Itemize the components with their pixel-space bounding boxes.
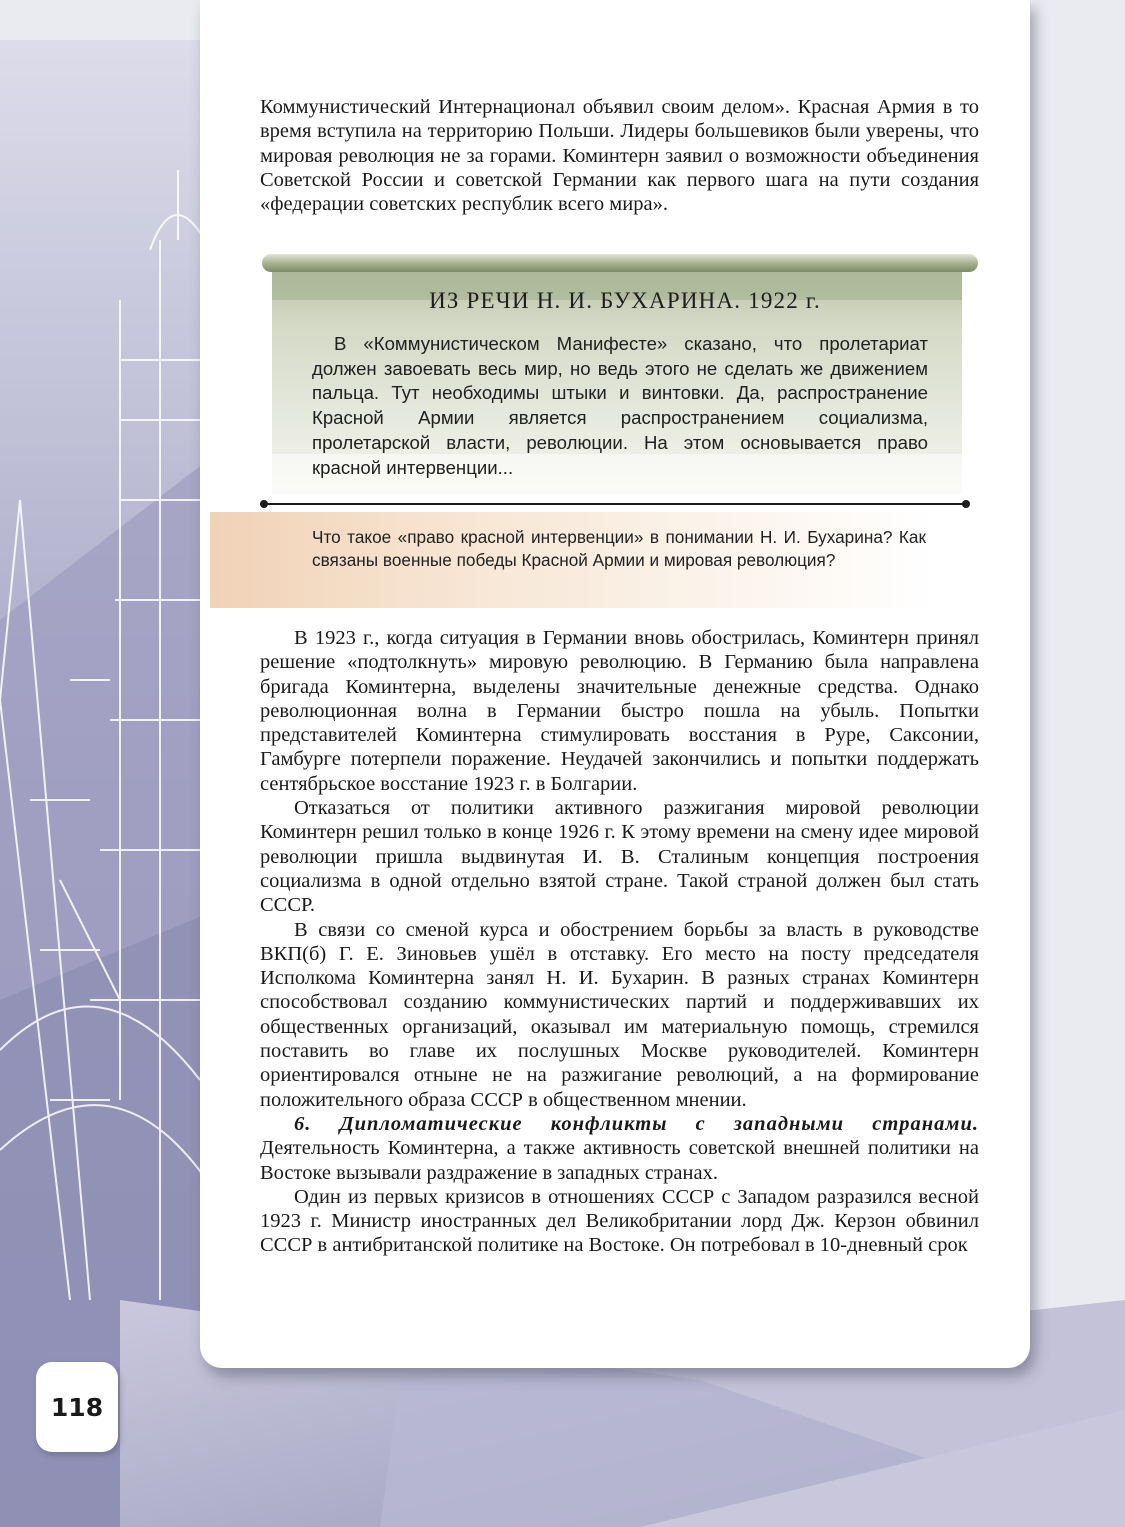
question-text: Что такое «право красной интервенции» в понимании Н. И. Бухарина? Как связаны военные победы Красной Армии и мировая революция? bbox=[312, 527, 926, 570]
paragraph: Отказаться от политики активного разжигания мировой революции Коминтерн решил только в конце 1926 г. К этому времени на смену идее мировой революции пришла выдвинутая И. В. Сталиным концепция построения социализма в одной отдельно взятой стране. Такой страной должен был стать СССР. bbox=[260, 797, 979, 917]
quote-heading: ИЗ РЕЧИ Н. И. БУХАРИНА. 1922 г. bbox=[429, 288, 821, 313]
page-number: 118 bbox=[50, 1393, 104, 1422]
quote-divider bbox=[258, 497, 972, 511]
section-heading: 6. Дипломатические конфликты с западными странами. bbox=[294, 1112, 979, 1135]
paragraph: В 1923 г., когда ситуация в Германии вновь обострилась, Коминтерн принял решение «подтолкнуть» мировую революцию. В Германию была направлена бригада Коминтерна, выделены значительные денежные средства. Однако революционная волна в Германии быстро пошла на убыль. Попытки представителей Коминтерна стимулировать восстания в Руре, Саксонии, Гамбурге потерпели поражение. Неудачей закончились и попытки поддержать сентябрьское восстание 1923 г. в Болгарии. bbox=[260, 627, 979, 795]
intro-paragraph bbox=[260, 95, 979, 216]
intro-text: Коммунистический Интернационал объявил своим делом». Красная Армия в то время вступила на территорию Польши. Лидеры большевиков были уверены, что мировая революция не за горами. Коминтерн заявил о возможности объединения Советской России и советской Германии как первого шага на пути создания «федерации советских республик всего мира». bbox=[260, 96, 979, 216]
section-paragraph bbox=[260, 1112, 979, 1185]
paragraph: В связи со сменой курса и обострением борьбы за власть в руководстве ВКП(б) Г. Е. Зиновьев ушёл в отставку. Его место на посту председателя Исполкома Коминтерна занял Н. И. Бухарин. В разных странах Коминтерн способствовал созданию коммунистических партий и поддерживавших их общественных организаций, оказывал им материальную помощь, стремился поставить во главе их послушных Москве руководителей. Коминтерн ориентировался отныне не на разжигание революций, а на формирование положительного образа СССР в общественном мнении. bbox=[260, 918, 979, 1111]
main-text bbox=[260, 626, 979, 1258]
section-text: Деятельность Коминтерна, а также активность советской внешней политики на Востоке вызывали раздражение в западных странах. bbox=[260, 1137, 979, 1184]
quote-text: В «Коммунистическом Манифесте» сказано, что пролетариат должен завоевать весь мир, но ведь этого не сделать же движением пальца. Тут необходимы штыки и винтовки. Да, распространение Красной Армии является распространением социализма, пролетарской власти, революции. На этом основывается право красной интервенции... bbox=[312, 333, 928, 478]
paragraph: Один из первых кризисов в отношениях СССР с Западом разразился весной 1923 г. Министр иностранных дел Великобритании лорд Дж. Керзон обвинил СССР в антибританской политике на Востоке. Он потребовал в 10-дневный срок bbox=[260, 1185, 979, 1257]
